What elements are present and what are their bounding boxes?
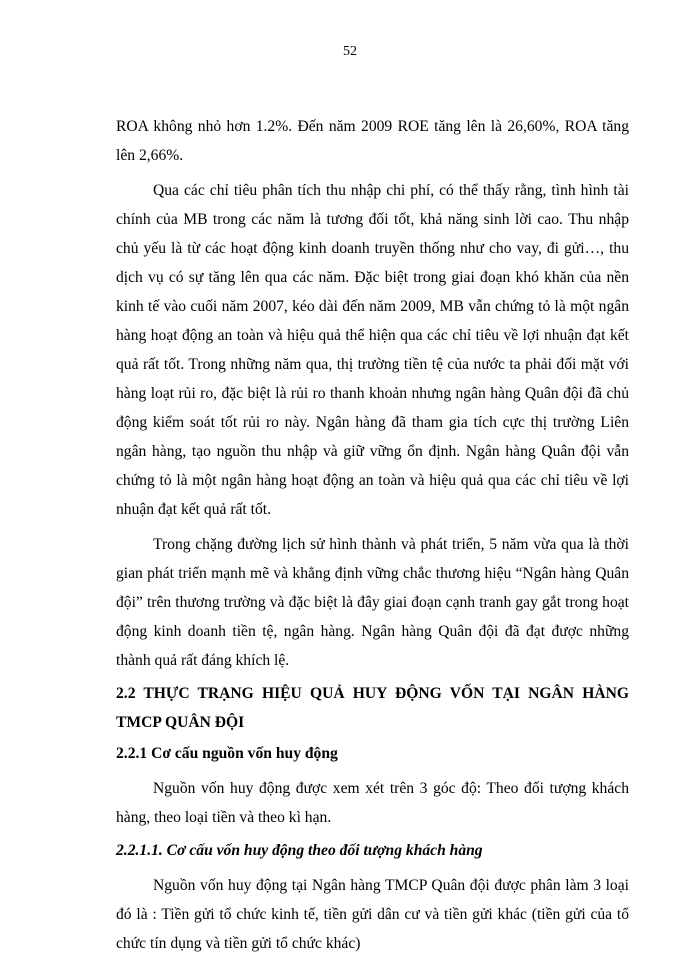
paragraph-capital-perspectives: Nguồn vốn huy động được xem xét trên 3 góc độ: Theo đối tượng khách hàng, theo loại tiền và theo kì hạn. [116,780,629,826]
paragraph-development-history: Trong chặng đường lịch sử hình thành và phát triển, 5 năm vừa qua là thời gian phát triển mạnh mẽ và khẳng định vững chắc thương hiệu “Ngân hàng Quân đội” trên thương trường và đặc biệt là đây giai đoạn cạnh tranh gay gắt trong hoạt động kinh doanh tiền tệ, ngân hàng. Ngân hàng Quân đội đã đạt được những thành quả rất đáng khích lệ. [116,536,629,669]
subsubsection-heading: 2.2.1.1. Cơ cấu vốn huy động theo đối tượng khách hàng [116,842,483,859]
paragraph-capital-classification: Nguồn vốn huy động tại Ngân hàng TMCP Quân đội được phân làm 3 loại đó là : Tiền gửi tổ chức kinh tế, tiền gửi dân cư và tiền gửi khác (tiền gửi của tổ chức tín dụng và tiền gửi tổ chức khác) [116,877,629,952]
page-number: 52 [343,44,357,59]
subsection-heading: 2.2.1 Cơ cấu nguồn vốn huy động [116,745,338,762]
paragraph-roa-roe: ROA không nhỏ hơn 1.2%. Đến năm 2009 ROE tăng lên là 26,60%, ROA tăng lên 2,66%. [116,118,629,164]
paragraph-income-analysis: Qua các chỉ tiêu phân tích thu nhập chi phí, có thể thấy rằng, tình hình tài chính của MB trong các năm là tương đối tốt, khả năng sinh lời cao. Thu nhập chủ yếu là từ các hoạt động kinh doanh truyền thống như cho vay, đi gửi…, thu dịch vụ có sự tăng lên qua các năm. Đặc biệt trong giai đoạn khó khăn của nền kinh tế vào cuối năm 2007, kéo dài đến năm 2009, MB vẫn chứng tỏ là một ngân hàng hoạt động an toàn và hiệu quả thể hiện qua các chỉ tiêu về lợi nhuận đạt kết quả rất tốt. Trong những năm qua, thị trường tiền tệ của nước ta phải đối mặt với hàng loạt rủi ro, đặc biệt là rủi ro thanh khoản nhưng ngân hàng Quân đội đã chủ động kiểm soát tốt rủi ro này. Ngân hàng đã tham gia tích cực thị trường Liên ngân hàng, tạo nguồn thu nhập và giữ vững ổn định. Ngân hàng Quân đội vẫn chứng tỏ là một ngân hàng hoạt động an toàn và hiệu quả qua các chỉ tiêu về lợi nhuận đạt kết quả rất tốt. [116,182,629,518]
section-heading: 2.2 THỰC TRẠNG HIỆU QUẢ HUY ĐỘNG VỐN TẠI NGÂN HÀNG TMCP QUÂN ĐỘI [116,685,629,731]
page-body [116,112,629,958]
